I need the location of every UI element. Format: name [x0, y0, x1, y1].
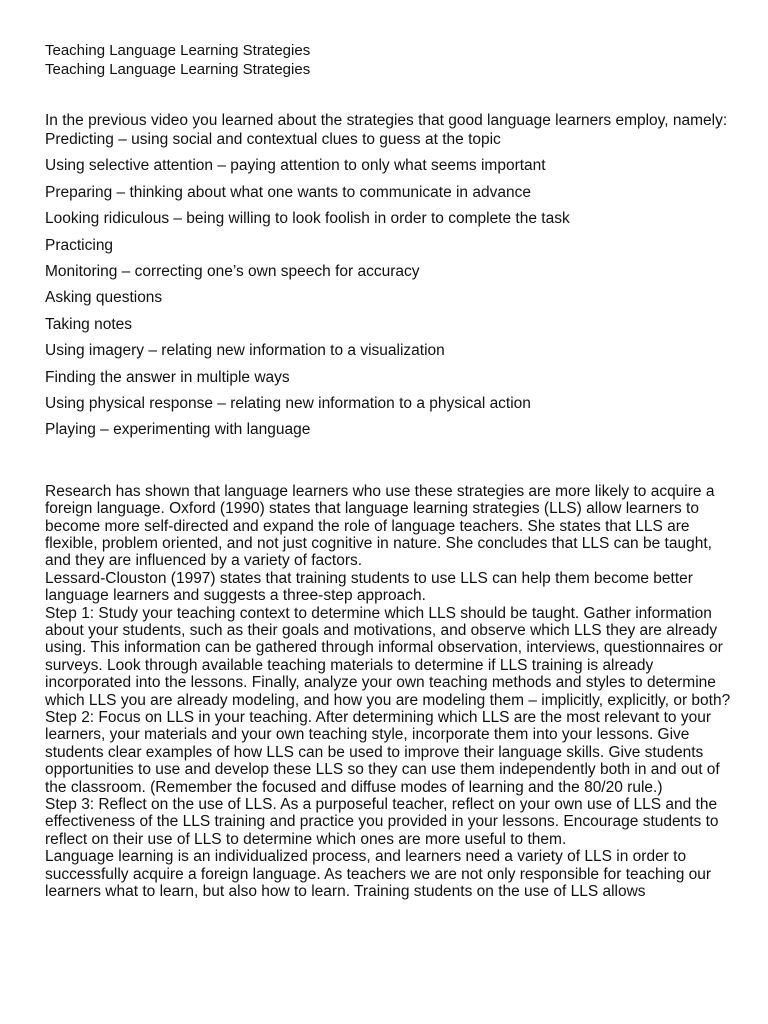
intro-paragraph: In the previous video you learned about the strategies that good language learners employ, namely: [45, 112, 728, 129]
strategy-predicting: Predicting – using social and contextual clues to guess at the topic [45, 131, 501, 148]
step-3-paragraph: Step 3: Reflect on the use of LLS. As a purposeful teacher, reflect on your own use of LLS and the effectiveness of the LLS training and practice you provided in your lessons. Encourage students to reflect on their use of LLS to determine which ones are more useful to them. [45, 796, 719, 848]
document-subtitle: Teaching Language Learning Strategies [45, 61, 311, 78]
body-text [45, 483, 735, 901]
strategy-monitoring: Monitoring – correcting one’s own speech for accuracy [45, 262, 420, 280]
conclusion-paragraph: Language learning is an individualized process, and learners need a variety of LLS in order to successfully acquire a foreign language. As teachers we are not only responsible for teaching our learners what to learn, but also how to learn. Training students on the use of LLS allows [45, 848, 712, 901]
strategy-list [45, 129, 735, 446]
strategy-physical-response: Using physical response – relating new information to a physical action [45, 394, 531, 412]
lessard-clouston-paragraph: Lessard-Clouston (1997) states that training students to use LLS can help them become better language learners and suggests a three-step approach. [45, 569, 693, 605]
step-1-paragraph: Step 1: Study your teaching context to determine which LLS should be taught. Gather information about your students, such as their goals and motivations, and observe which LLS they are already using. This information can be gathered through informal observation, interviews, questionnaires or surveys. Look through available teaching materials to determine if LLS training is already incorporated into the lessons. Finally, analyze your own teaching methods and styles to determine which LLS you are already modeling, and how you are modeling them – implicitly, explicitly, or both? [45, 604, 731, 709]
document-title: Teaching Language Learning Strategies [45, 42, 311, 59]
strategy-using-imagery: Using imagery – relating new information to a visualization [45, 342, 445, 360]
strategy-selective-attention: Using selective attention – paying attention to only what seems important [45, 157, 546, 175]
strategy-practicing: Practicing [45, 236, 114, 254]
strategy-looking-ridiculous: Looking ridiculous – being willing to look foolish in order to complete the task [45, 210, 570, 228]
research-paragraph: Research has shown that language learners who use these strategies are more likely to acquire a foreign language. Oxford (1990) states that language learning strategies (LLS) allow learners to become more self-directed and expand the role of language teachers. She states that LLS are flexible, problem oriented, and not just cognitive in nature. She concludes that LLS can be taught, and they are influenced by a variety of factors. [45, 482, 715, 570]
strategy-finding-answer: Finding the answer in multiple ways [45, 368, 290, 386]
step-2-paragraph: Step 2: Focus on LLS in your teaching. After determining which LLS are the most relevant to your learners, your materials and your own teaching style, incorporate them into your lessons. Give students clear examples of how LLS can be used to improve their language skills. Give students opportunities to use and develop these LLS so they can use them independently both in and out of the classroom. (Remember the focused and diffuse modes of learning and the 80/20 rule.) [45, 708, 720, 796]
strategy-preparing: Preparing – thinking about what one wants to communicate in advance [45, 183, 531, 201]
strategy-playing: Playing – experimenting with language [45, 421, 311, 439]
strategy-asking-questions: Asking questions [45, 289, 163, 307]
strategy-taking-notes: Taking notes [45, 315, 133, 333]
document-page [45, 41, 735, 900]
